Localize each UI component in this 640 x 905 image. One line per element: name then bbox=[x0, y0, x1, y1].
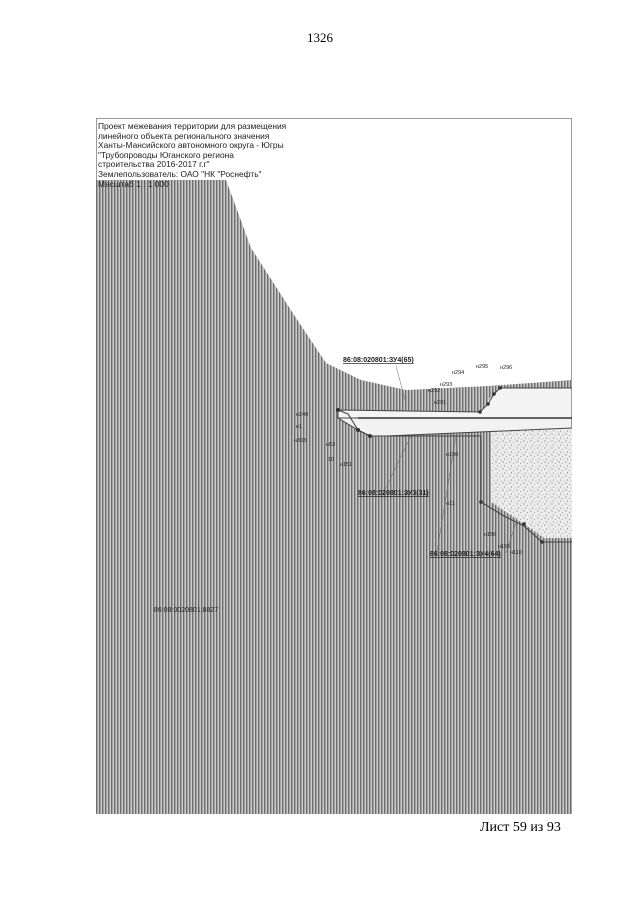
parcel-label-zu3-31: 86:08:020801:ЗУ3(31) bbox=[358, 490, 429, 497]
point-label-n294: н294 bbox=[452, 370, 465, 376]
page-number: 1326 bbox=[307, 30, 333, 45]
legend-line: Масштаб 1 : 1 000 bbox=[98, 178, 169, 189]
point-label-n303: н303 bbox=[294, 438, 307, 444]
point-label-n110: н110 bbox=[510, 550, 522, 556]
sheet-footer: Лист 59 из 93 bbox=[480, 820, 561, 835]
point-label-n296: н296 bbox=[500, 365, 513, 371]
cadastral-map bbox=[96, 118, 572, 814]
point-label-n295: н295 bbox=[476, 364, 489, 370]
legend-line: Проект межевания территории для размещения bbox=[98, 121, 287, 131]
point-label-n11: н11 bbox=[446, 501, 455, 507]
point-label-n155: н155 bbox=[498, 544, 511, 550]
point-label-n10: 10 bbox=[328, 457, 335, 463]
point-label-n150: н150 bbox=[446, 452, 459, 458]
point-label-n292: н292 bbox=[428, 388, 441, 394]
point-label-n293: н293 bbox=[440, 382, 453, 388]
map-legend bbox=[98, 122, 286, 189]
point-label-n291: н291 bbox=[434, 400, 447, 406]
parcel-label-zu4-64: 86:08:020801:ЗУ4(64) bbox=[430, 551, 501, 558]
point-label-n151: н151 bbox=[340, 462, 353, 468]
point-label-n240: н240 bbox=[296, 412, 309, 418]
legend-line: Землепользователь: ОАО "НК "Роснефть" bbox=[98, 168, 262, 179]
legend-line: "Трубопроводы Юганского региона bbox=[98, 149, 234, 160]
legend-line: Ханты-Мансийского автономного округа - Югры bbox=[98, 140, 284, 151]
legend-line: линейного объекта регионального значения bbox=[98, 130, 270, 141]
parcel-label-big: 86:08:0020801:8827 bbox=[154, 607, 219, 614]
legend-line: строительства 2016-2017 г.г" bbox=[98, 159, 210, 170]
point-label-n53: н53 bbox=[326, 442, 336, 448]
point-label-n1: н1 bbox=[296, 424, 303, 430]
parcel-label-zu4-65: 86:08:020801:ЗУ4(65) bbox=[343, 357, 414, 364]
point-label-n156: н156 bbox=[484, 532, 497, 538]
